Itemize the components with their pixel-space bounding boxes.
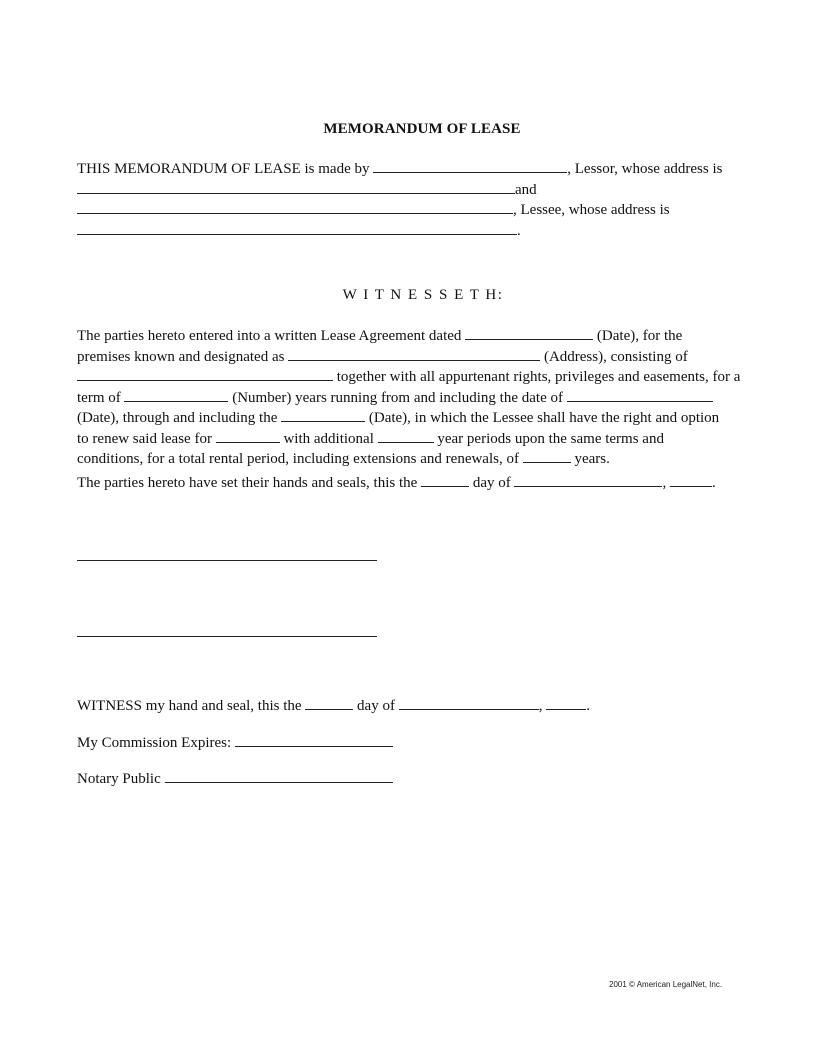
lessee-address-blank[interactable]: [77, 220, 517, 235]
lease-text: to renew said lease for: [77, 430, 212, 447]
lease-paragraph: [77, 325, 777, 469]
witness-text: ,: [538, 698, 543, 714]
witness-month-blank[interactable]: [399, 695, 539, 710]
start-date-blank[interactable]: [567, 387, 713, 402]
witness-text: day of: [357, 698, 395, 714]
hands-seals-text: day of: [472, 475, 511, 491]
intro-text-1: THIS MEMORANDUM OF LEASE is made by: [77, 161, 370, 177]
commission-label: My Commission Expires:: [77, 735, 232, 751]
witness-line: [77, 695, 590, 715]
consisting-of-blank[interactable]: [77, 366, 333, 381]
hands-seals-text: ,: [662, 475, 667, 491]
lease-text: (Date), through and including the: [77, 410, 278, 426]
commission-line: [77, 732, 393, 752]
term-years-blank[interactable]: [124, 387, 228, 402]
hands-seals-line: [77, 472, 716, 492]
lease-text: (Address), consisting of: [543, 348, 688, 365]
lessor-name-blank[interactable]: [373, 158, 567, 173]
hands-seals-day-blank[interactable]: [421, 472, 469, 487]
premises-address-blank[interactable]: [288, 346, 540, 361]
renewal-count-blank[interactable]: [216, 428, 280, 443]
signature-line-2[interactable]: [77, 636, 377, 637]
renewal-years-blank[interactable]: [378, 428, 434, 443]
hands-seals-month-blank[interactable]: [514, 472, 662, 487]
intro-text-4: , Lessee, whose address is: [513, 202, 670, 218]
lease-text: year periods upon the same terms and: [437, 430, 664, 447]
document-title: MEMORANDUM OF LEASE: [323, 121, 521, 137]
witness-text: WITNESS my hand and seal, this the: [77, 698, 302, 714]
lessor-address-blank[interactable]: [77, 179, 515, 194]
commission-expires-blank[interactable]: [235, 732, 393, 747]
lease-text: years.: [574, 451, 610, 467]
hands-seals-text: .: [711, 475, 716, 491]
lessee-name-blank[interactable]: [77, 199, 513, 214]
witness-day-blank[interactable]: [305, 695, 353, 710]
hands-seals-text: The parties hereto have set their hands and seals, this the: [77, 475, 418, 491]
notary-label: Notary Public: [77, 771, 161, 787]
lease-text: conditions, for a total rental period, including extensions and renewals, of: [77, 451, 519, 467]
hands-seals-year-blank[interactable]: [670, 472, 712, 487]
notary-signature-blank[interactable]: [165, 768, 393, 783]
intro-text-3: and: [515, 181, 537, 198]
lease-text: (Number) years running from and including the date of: [232, 389, 563, 406]
witness-year-blank[interactable]: [546, 695, 586, 710]
copyright-footer: 2001 © American LegalNet, Inc.: [609, 980, 723, 989]
lease-text: (Date), for the: [596, 328, 683, 344]
lease-text: The parties hereto entered into a written Lease Agreement dated: [77, 328, 462, 344]
lease-text: with additional: [283, 430, 374, 447]
signature-line-1[interactable]: [77, 560, 377, 561]
witnesseth-heading: W I T N E S S E T H:: [342, 287, 504, 303]
intro-paragraph: [77, 158, 777, 240]
intro-text-2: , Lessor, whose address is: [567, 161, 723, 177]
intro-text-5: .: [517, 222, 521, 239]
total-years-blank[interactable]: [523, 448, 571, 463]
lease-date-blank[interactable]: [465, 325, 593, 340]
end-date-blank[interactable]: [281, 407, 365, 422]
notary-line: [77, 768, 393, 788]
lease-text: premises known and designated as: [77, 348, 285, 365]
witness-text: .: [586, 698, 590, 714]
lease-text: together with all appurtenant rights, privileges and easements, for a: [336, 369, 741, 385]
lease-text: term of: [77, 389, 121, 406]
lease-text: (Date), in which the Lessee shall have the right and option: [368, 410, 720, 426]
